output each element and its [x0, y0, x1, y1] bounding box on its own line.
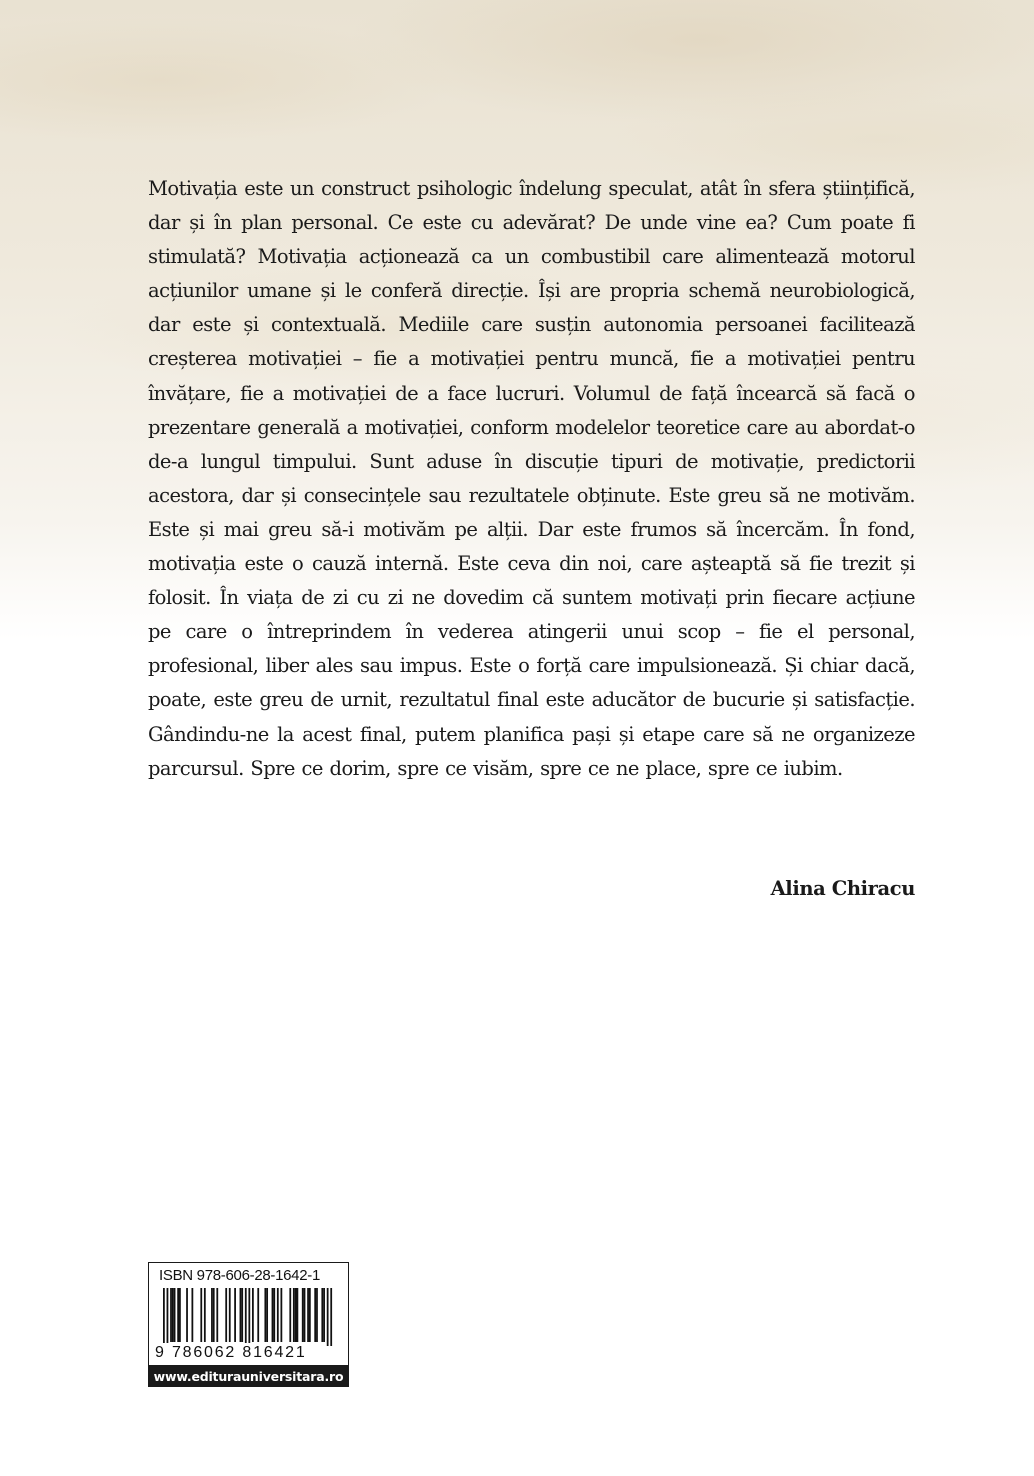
barcode-bar — [297, 1288, 299, 1342]
barcode-bar — [304, 1288, 306, 1342]
barcode-bar — [280, 1288, 282, 1342]
barcode-bar — [272, 1288, 274, 1342]
barcode-digits: 9 786062 816421 — [155, 1344, 307, 1361]
barcode-bar — [309, 1288, 311, 1342]
barcode-bar — [163, 1288, 165, 1346]
publisher-website: www.editurauniversitara.ro — [148, 1366, 349, 1387]
barcode-bar — [248, 1288, 250, 1346]
barcode-bar — [277, 1288, 279, 1342]
barcode-bar — [204, 1288, 206, 1342]
barcode-bar — [216, 1288, 218, 1342]
barcode-bar — [307, 1288, 309, 1342]
barcode-bar — [252, 1288, 254, 1342]
barcode-bar — [240, 1288, 242, 1342]
barcode-bar — [191, 1288, 193, 1342]
barcode-bar — [211, 1288, 213, 1342]
barcode-bar — [327, 1288, 329, 1346]
barcode-bar — [177, 1288, 179, 1342]
barcode-bar — [174, 1288, 176, 1342]
barcode-bar — [323, 1288, 325, 1342]
barcode-bar — [273, 1288, 275, 1342]
barcode-bar — [213, 1288, 215, 1342]
isbn-label: ISBN 978-606-28-1642-1 — [159, 1267, 321, 1284]
barcode-bar — [257, 1288, 259, 1342]
barcode-bar — [234, 1288, 236, 1342]
barcode-bar — [316, 1288, 318, 1342]
barcode-bar — [295, 1288, 297, 1342]
barcode-bar — [186, 1288, 188, 1342]
barcode-bar — [167, 1288, 169, 1346]
barcode-bar — [330, 1288, 332, 1346]
barcode-bar — [302, 1288, 304, 1342]
barcode-graphic — [157, 1288, 341, 1346]
barcode-bar — [170, 1288, 172, 1342]
barcode-bar — [241, 1288, 243, 1342]
barcode-bar — [229, 1288, 231, 1342]
barcode-bar — [245, 1288, 247, 1346]
back-cover-blurb: Motivația este un construct psihologic îndelung speculat, atât în sfera științifică, dar și în plan personal. Ce este cu adevărat? De unde vine ea? Cum poate fi stimulată? Motivația acționează ca un combustibil care alimentează motorul acțiunilor umane și le conferă direcție. Își are propria schemă neurobiologică, dar este și contextuală. Mediile care susțin autonomia persoanei facilitează creșterea motivației – fie a motivației pentru muncă, fie a motivației pentru învățare, fie a motivației de a face lucruri. Volumul de față încearcă să facă o prezentare generală a motivației, conform modelelor teoretice care au abordat-o de-a lungul timpului. Sunt aduse în discuție tipuri de motivație, predictorii acestora, dar și consecințele sau rezultatele obținute. Este greu să ne motivăm. Este și mai greu să-i motivăm pe alții. Dar este frumos să încercăm. În fond, motivația este o cauză internă. Este ceva din noi, care așteaptă să fie trezit și folosit. În viața de zi cu zi ne dovedim că suntem motivați prin fiecare acțiune pe care o întreprindem în vederea atingerii unui scop – fie el personal, profesional, liber ales sau impus. Este o forță care impulsionează. Și chiar dacă, poate, este greu de urnit, rezultatul final este aducător de bucurie și satisfacție. Gândindu-ne la acest final, putem planifica pași și etape care să ne organizeze parcursul. Spre ce dorim, spre ce visăm, spre ce ne place, spre ce iubim. — [148, 177, 915, 780]
barcode-bar — [179, 1288, 181, 1342]
barcode-bar — [172, 1288, 174, 1342]
barcode-bar — [225, 1288, 227, 1342]
barcode-bar — [314, 1288, 316, 1342]
barcode-bar — [266, 1288, 268, 1342]
barcode-bar — [289, 1288, 291, 1342]
barcode-bar — [293, 1288, 295, 1342]
barcode-bar — [200, 1288, 202, 1342]
author-name: Alina Chiracu — [770, 877, 915, 900]
barcode-bar — [264, 1288, 266, 1342]
barcode-bar — [321, 1288, 323, 1342]
isbn-barcode-block — [148, 1262, 349, 1366]
